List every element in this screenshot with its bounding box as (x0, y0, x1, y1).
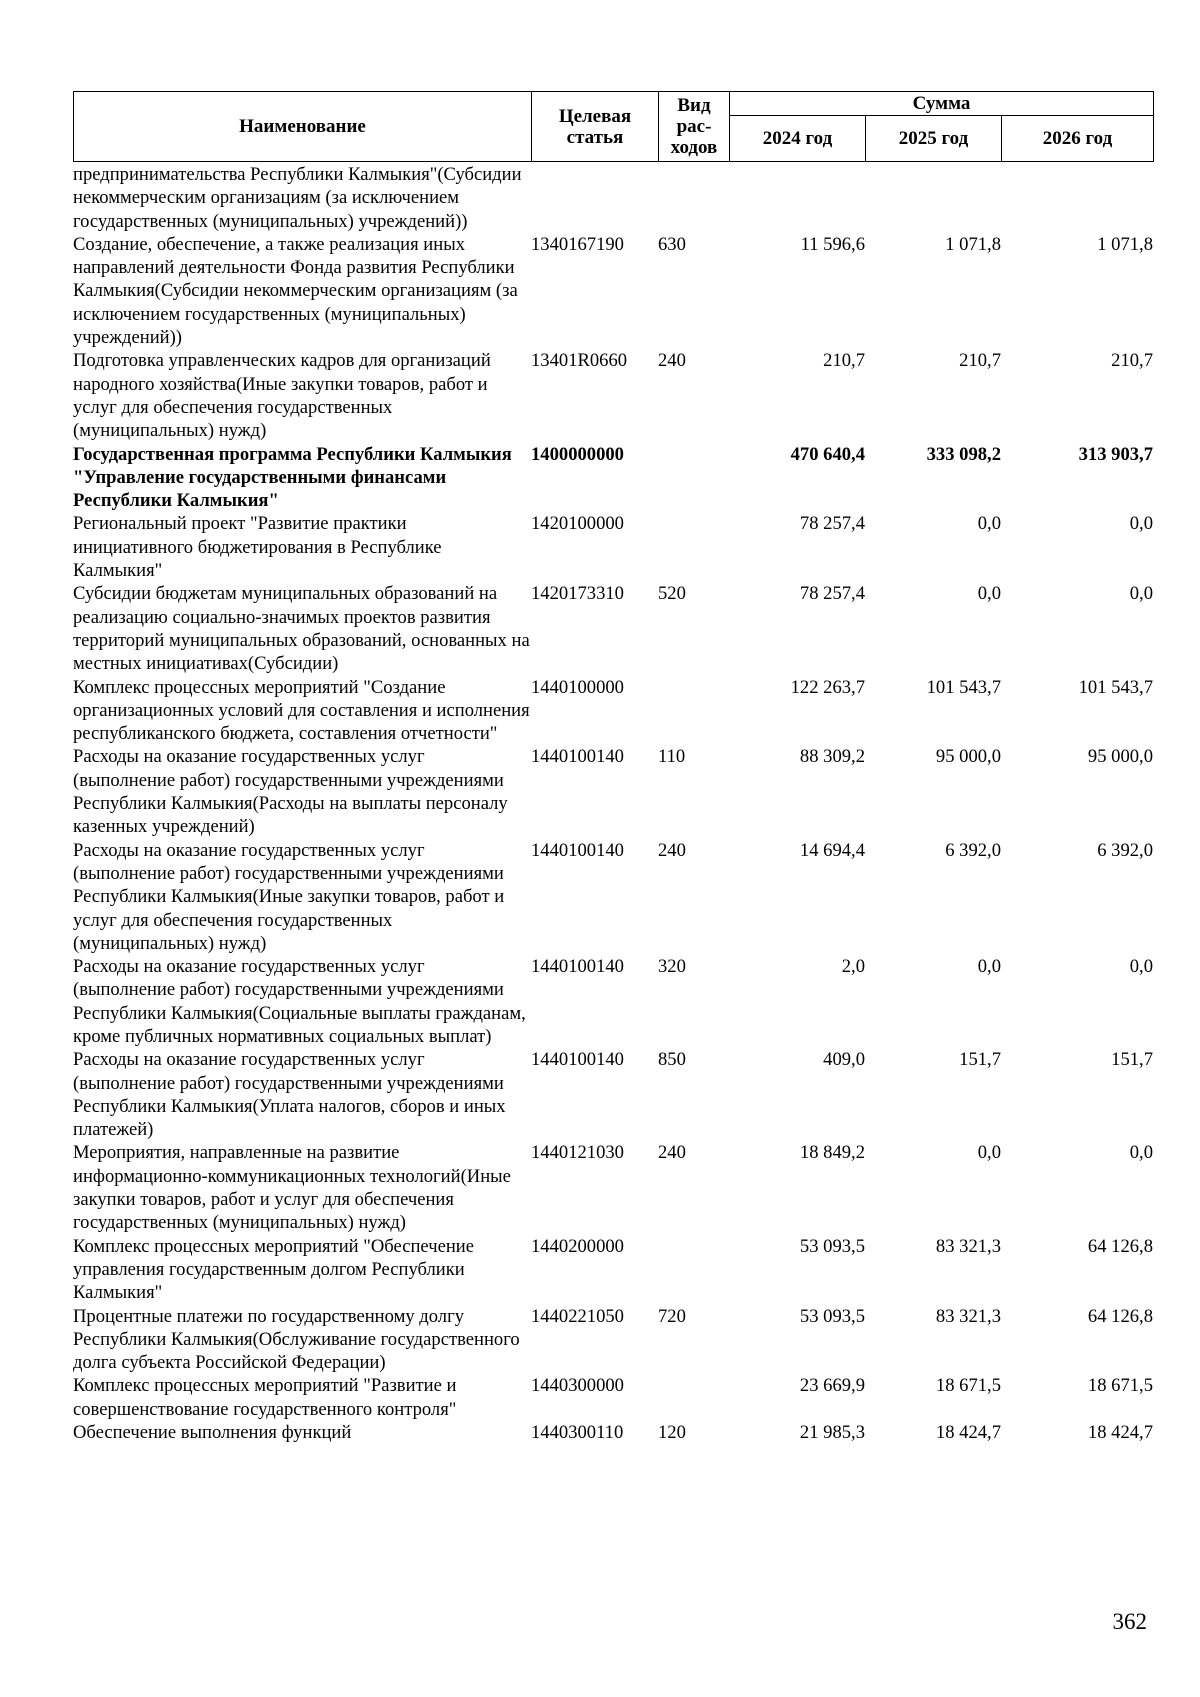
row-name: Субсидии бюджетам муниципальных образований на реализацию социально-значимых проектов развития территорий муниципальных образований, основанных на местных инициативах(Субсидии) (73, 583, 530, 675)
row-target-article: 1440100140 (531, 839, 624, 861)
row-target-article: 13401R0660 (531, 350, 628, 372)
table-row (73, 1235, 1153, 1305)
table-row (73, 443, 1153, 513)
row-sum-2026: 64 126,8 (1087, 1305, 1153, 1327)
row-sum-2025: 333 098,2 (926, 443, 1001, 465)
row-sum-2024: 23 669,9 (799, 1375, 865, 1397)
header-year-2025: 2025 год (866, 116, 1002, 162)
row-sum-2026: 18 671,5 (1087, 1375, 1153, 1397)
table-row (73, 1374, 1153, 1421)
header-sum: Сумма (730, 92, 1154, 116)
row-sum-2026 (1001, 163, 1153, 233)
row-sum-2026: 0,0 (1129, 583, 1153, 605)
row-sum-2026: 18 424,7 (1087, 1422, 1153, 1444)
table-row (73, 1421, 1153, 1444)
row-sum-2024: 2,0 (841, 956, 865, 978)
row-sum-2025: 151,7 (959, 1049, 1001, 1071)
row-target-article: 1440100140 (531, 956, 624, 978)
row-name: Подготовка управленческих кадров для организаций народного хозяйства(Иные закупки товаров, работ и услуг для обеспечения государственных (муниципальных) нужд) (73, 350, 491, 442)
row-target-article: 1440221050 (531, 1305, 624, 1327)
row-sum-2024: 14 694,4 (799, 839, 865, 861)
row-sum-2024: 88 309,2 (799, 746, 865, 768)
header-name: Наименование (74, 92, 532, 162)
row-target-article: 1440300110 (531, 1422, 624, 1444)
row-expense-kind: 850 (658, 1049, 686, 1071)
row-expense-kind: 110 (658, 746, 686, 768)
row-target-article: 1420100000 (531, 513, 624, 535)
row-sum-2025 (865, 163, 1001, 233)
row-target-article (531, 163, 658, 233)
row-expense-kind (658, 443, 729, 513)
row-name: Комплекс процессных мероприятий "Обеспечение управления государственным долгом Республики Калмыкия" (73, 1235, 474, 1304)
row-sum-2026: 64 126,8 (1087, 1235, 1153, 1257)
row-sum-2024: 53 093,5 (799, 1305, 865, 1327)
row-name: Государственная программа Республики Калмыкия "Управление государственными финансами Республики Калмыкия" (73, 443, 512, 512)
header-expense-kind: Вид рас-ходов (659, 92, 730, 162)
row-sum-2025: 0,0 (977, 956, 1001, 978)
row-sum-2026: 1 071,8 (1097, 233, 1153, 255)
row-expense-kind (658, 1235, 729, 1305)
row-expense-kind (658, 512, 729, 582)
table-row (73, 745, 1153, 838)
row-sum-2025: 1 071,8 (945, 233, 1001, 255)
row-name: предпринимательства Республики Калмыкия"(Субсидии некоммерческим организациям (за исключением государственных (муниципальных) учреждений)) (73, 164, 522, 232)
row-sum-2024: 78 257,4 (799, 583, 865, 605)
row-expense-kind: 720 (658, 1305, 686, 1327)
table-row (73, 512, 1153, 582)
row-sum-2026: 151,7 (1111, 1049, 1153, 1071)
row-expense-kind (658, 163, 729, 233)
row-name: Расходы на оказание государственных услуг (выполнение работ) государственными учреждениями Республики Калмыкия(Расходы на выплаты персоналу казенных учреждений) (73, 746, 508, 838)
row-target-article: 1340167190 (531, 233, 624, 255)
header-target-article: Целевая статья (532, 92, 659, 162)
row-sum-2024: 409,0 (823, 1049, 865, 1071)
row-name: Расходы на оказание государственных услуг (выполнение работ) государственными учреждениями Республики Калмыкия(Иные закупки товаров, работ и услуг для обеспечения государственных (муниципальных) нужд) (73, 839, 505, 954)
row-sum-2026: 0,0 (1129, 956, 1153, 978)
header-year-2026: 2026 год (1002, 116, 1154, 162)
row-name: Обеспечение выполнения функций (73, 1422, 352, 1444)
row-sum-2025: 18 424,7 (935, 1422, 1001, 1444)
row-sum-2024: 122 263,7 (790, 676, 865, 698)
row-sum-2025: 210,7 (959, 350, 1001, 372)
row-sum-2024: 53 093,5 (799, 1235, 865, 1257)
table-row (73, 1305, 1153, 1375)
table-row (73, 349, 1153, 442)
row-expense-kind: 240 (658, 350, 686, 372)
row-name: Региональный проект "Развитие практики инициативного бюджетирования в Республике Калмыкия" (73, 513, 442, 582)
table-row (73, 955, 1153, 1048)
row-sum-2025: 83 321,3 (935, 1305, 1001, 1327)
row-sum-2025: 0,0 (977, 1142, 1001, 1164)
row-expense-kind: 240 (658, 1142, 686, 1164)
row-sum-2025: 18 671,5 (935, 1375, 1001, 1397)
row-expense-kind (658, 676, 729, 746)
row-target-article: 1400000000 (531, 443, 624, 465)
table-row (73, 839, 1153, 955)
row-target-article: 1440121030 (531, 1142, 624, 1164)
row-name: Создание, обеспечение, а также реализация иных направлений деятельности Фонда развития Республики Калмыкия(Субсидии некоммерческим организациям (за исключением государственных (муниципальных) учреждений)) (73, 233, 518, 349)
row-expense-kind: 120 (658, 1422, 686, 1444)
header-year-2024: 2024 год (730, 116, 866, 162)
row-target-article: 1420173310 (531, 583, 624, 605)
table-row (73, 1141, 1153, 1234)
row-sum-2026: 0,0 (1129, 513, 1153, 535)
row-sum-2024: 78 257,4 (799, 513, 865, 535)
row-sum-2024: 21 985,3 (799, 1422, 865, 1444)
row-sum-2026: 6 392,0 (1097, 839, 1153, 861)
row-expense-kind: 630 (658, 233, 686, 255)
row-name: Расходы на оказание государственных услуг (выполнение работ) государственными учреждениями Республики Калмыкия(Социальные выплаты гражданам, кроме публичных нормативных социальных выплат) (73, 956, 526, 1047)
row-sum-2024: 11 596,6 (800, 233, 865, 255)
row-sum-2026: 313 903,7 (1078, 443, 1153, 465)
row-sum-2024: 18 849,2 (799, 1142, 865, 1164)
row-name: Расходы на оказание государственных услуг (выполнение работ) государственными учреждениями Республики Калмыкия(Уплата налогов, сборов и иных платежей) (73, 1049, 506, 1141)
row-target-article: 1440100140 (531, 1049, 624, 1071)
row-sum-2025: 101 543,7 (926, 676, 1001, 698)
row-target-article: 1440200000 (531, 1235, 624, 1257)
row-sum-2025: 83 321,3 (935, 1235, 1001, 1257)
row-sum-2025: 0,0 (977, 583, 1001, 605)
row-expense-kind: 240 (658, 839, 686, 861)
table-row (73, 163, 1153, 233)
page-number: 362 (1112, 1609, 1147, 1634)
table-header (73, 91, 1154, 162)
row-expense-kind: 320 (658, 956, 686, 978)
row-target-article: 1440100140 (531, 746, 624, 768)
row-sum-2024: 470 640,4 (790, 443, 865, 465)
row-sum-2024 (729, 163, 865, 233)
table-row (73, 676, 1153, 746)
row-expense-kind: 520 (658, 583, 686, 605)
row-sum-2025: 0,0 (977, 513, 1001, 535)
row-target-article: 1440100000 (531, 676, 624, 698)
row-sum-2026: 0,0 (1129, 1142, 1153, 1164)
table-row (73, 233, 1153, 349)
row-sum-2026: 95 000,0 (1087, 746, 1153, 768)
row-name: Комплекс процессных мероприятий "Создание организационных условий для составления и исполнения республиканского бюджета, составления отчетности" (73, 676, 530, 745)
row-target-article: 1440300000 (531, 1375, 624, 1397)
row-sum-2024: 210,7 (823, 350, 865, 372)
table-row (73, 1048, 1153, 1141)
row-name: Процентные платежи по государственному долгу Республики Калмыкия(Обслуживание государственного долга субъекта Российской Федерации) (73, 1305, 520, 1374)
row-name: Комплекс процессных мероприятий "Развитие и совершенствование государственного контроля" (73, 1375, 457, 1420)
row-sum-2026: 101 543,7 (1078, 676, 1153, 698)
budget-table (73, 163, 1153, 1444)
row-sum-2025: 6 392,0 (945, 839, 1001, 861)
row-sum-2026: 210,7 (1111, 350, 1153, 372)
row-name: Мероприятия, направленные на развитие информационно-коммуникационных технологий(Иные закупки товаров, работ и услуг для обеспечения государственных (муниципальных) нужд) (73, 1142, 511, 1234)
row-sum-2025: 95 000,0 (935, 746, 1001, 768)
row-expense-kind (658, 1374, 729, 1421)
table-row (73, 582, 1153, 675)
